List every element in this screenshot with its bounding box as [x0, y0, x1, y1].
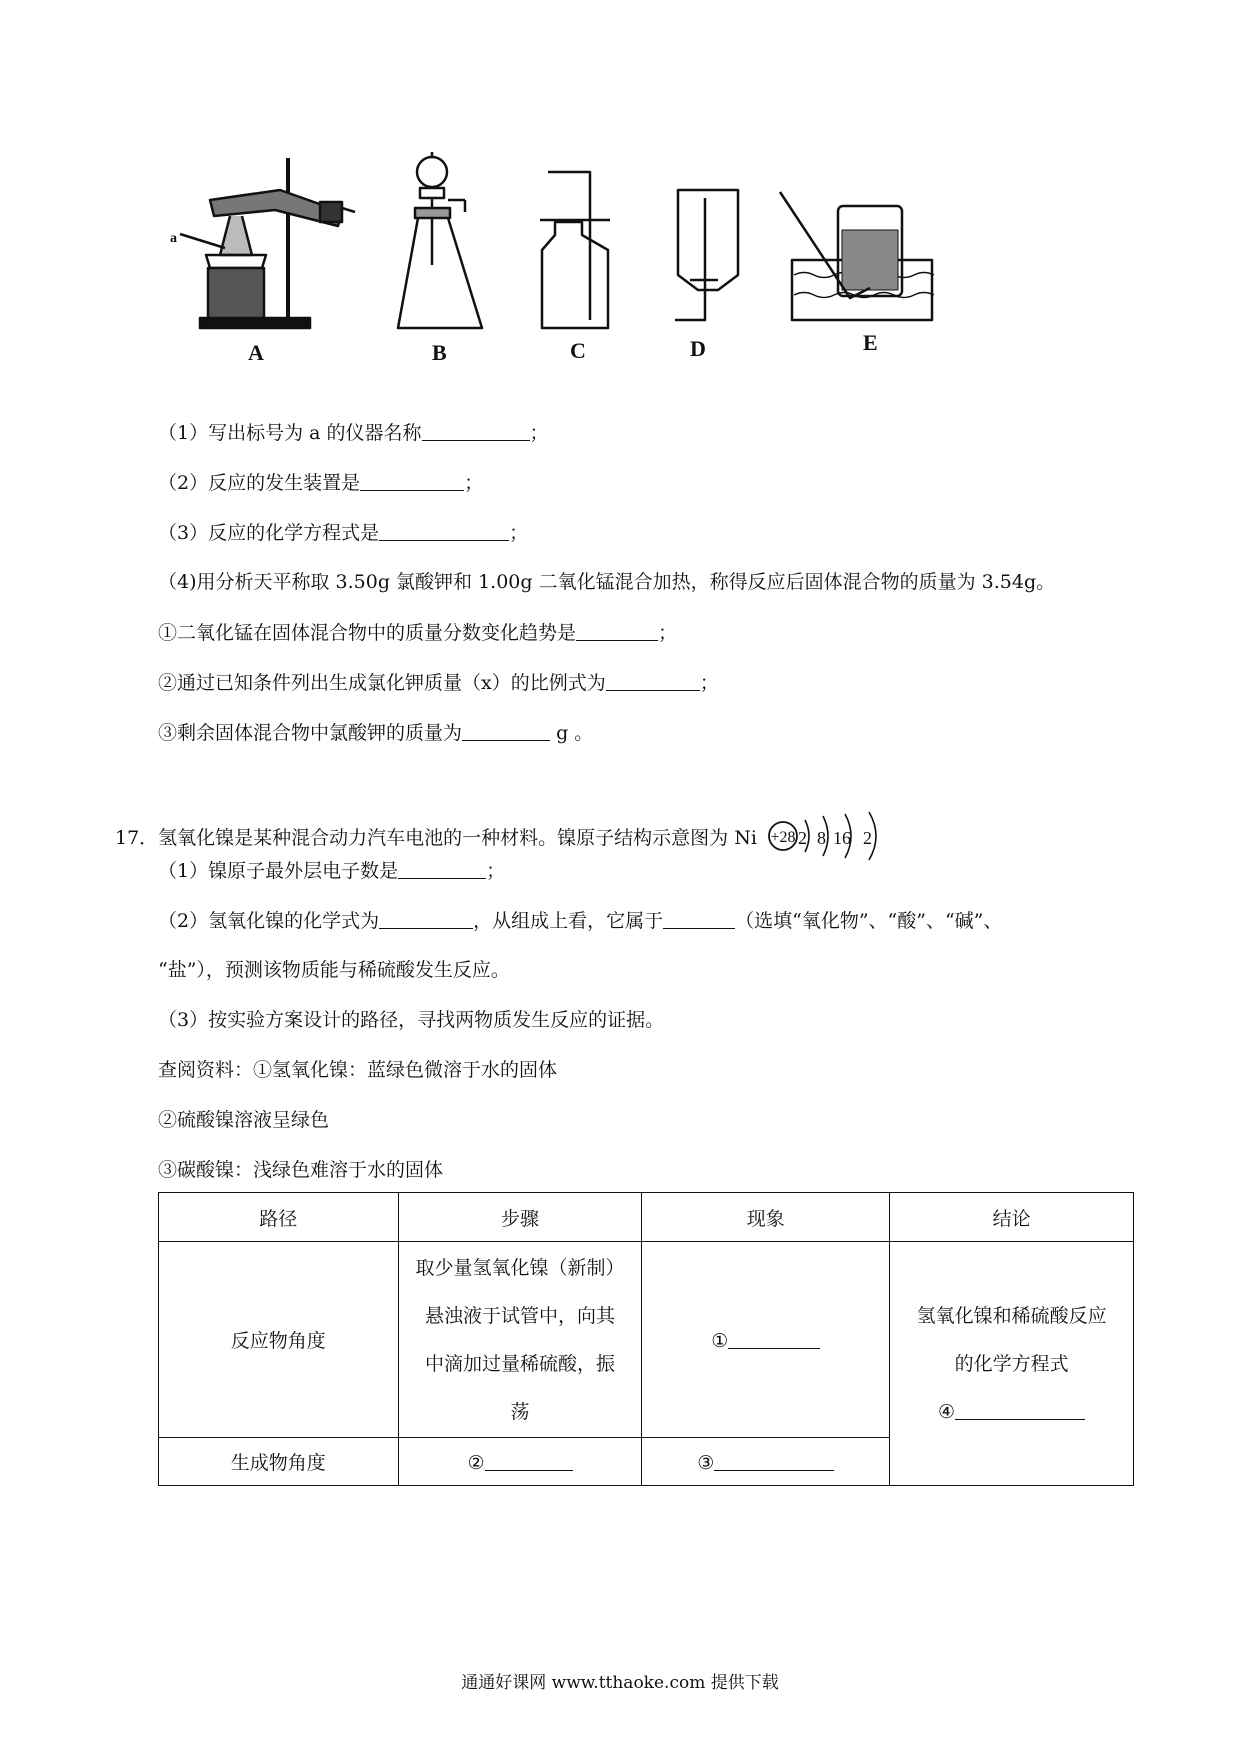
table-row — [159, 1242, 1134, 1438]
shell-4: 2 — [862, 828, 872, 848]
label-b: B — [432, 340, 447, 365]
table-header: 步骤 — [398, 1193, 642, 1242]
answer-blank[interactable] — [462, 720, 550, 741]
phenomenon-product: ③ — [642, 1438, 890, 1486]
apparatus-d-icon — [675, 190, 738, 320]
nickel-atom-diagram — [765, 808, 895, 864]
label-a: A — [248, 340, 264, 365]
answer-blank[interactable] — [485, 1450, 573, 1471]
q17-intro: 17．氢氧化镍是某种混合动力汽车电池的一种材料。镍原子结构示意图为 Ni +28 2 8 16 2 — [115, 808, 895, 864]
label-e: E — [863, 330, 878, 355]
q16-line4: （4)用分析天平称取 3.50g 氯酸钾和 1.00g 二氧化锰混合加热，称得反应后固体混合物的质量为 3.54g。 — [158, 571, 1056, 593]
answer-blank[interactable] — [360, 470, 464, 491]
shell-1: 2 — [797, 828, 807, 848]
answer-blank[interactable] — [663, 908, 735, 929]
table-header: 现象 — [642, 1193, 890, 1242]
q16-line1: （1）写出标号为 a 的仪器名称 ； — [158, 422, 549, 444]
q17-ref2: ②硫酸镍溶液呈绿色 — [158, 1109, 330, 1131]
q16-line7: ③剩余固体混合物中氯酸钾的质量为 g 。 — [158, 722, 594, 744]
apparatus-e-icon — [780, 192, 934, 320]
answer-blank[interactable] — [606, 670, 700, 691]
table-header-row — [159, 1193, 1134, 1242]
apparatus-b-icon — [398, 152, 482, 328]
q17-ref1: 查阅资料：①氢氧化镍：蓝绿色微溶于水的固体 — [158, 1059, 558, 1081]
apparatus-figure — [170, 150, 1090, 390]
answer-blank[interactable] — [955, 1399, 1085, 1420]
path-reactant: 反应物角度 — [159, 1242, 399, 1438]
q16-line2: （2）反应的发生装置是 ； — [158, 472, 484, 494]
phenomenon-reactant: ① — [642, 1242, 890, 1438]
q17-ref3: ③碳酸镍：浅绿色难溶于水的固体 — [158, 1159, 444, 1181]
answer-blank[interactable] — [398, 858, 486, 879]
q16-line6: ②通过已知条件列出生成氯化钾质量（x）的比例式为 ； — [158, 672, 719, 694]
step-product: ② — [398, 1438, 642, 1486]
answer-blank[interactable] — [728, 1328, 820, 1349]
answer-blank[interactable] — [714, 1450, 834, 1471]
shell-2: 8 — [816, 828, 826, 848]
q17-p1: （1）镍原子最外层电子数是 ； — [158, 860, 506, 882]
q17-p2: （2）氢氧化镍的化学式为 ，从组成上看，它属于 （选填“氧化物”、“酸”、“碱”、 — [158, 910, 1003, 932]
apparatus-c-icon — [540, 172, 610, 328]
shell-3: 16 — [832, 828, 851, 848]
label-a-marker: a — [170, 231, 177, 246]
q16-line5: ①二氧化锰在固体混合物中的质量分数变化趋势是 ； — [158, 622, 678, 644]
path-product: 生成物角度 — [159, 1438, 399, 1486]
answer-blank[interactable] — [576, 620, 658, 641]
answer-blank[interactable] — [379, 520, 509, 541]
conclusion-cell: 氢氧化镍和稀硫酸反应 的化学方程式 ④ — [890, 1242, 1134, 1486]
answer-blank[interactable] — [422, 420, 530, 441]
page-footer: 通通好课网 www.tthaoke.com 提供下载 — [461, 1673, 779, 1693]
label-d: D — [690, 336, 706, 361]
answer-blank[interactable] — [379, 908, 473, 929]
atom-nucleus: +28 — [770, 829, 796, 846]
q17-p2-cont: “盐”），预测该物质能与稀硫酸发生反应。 — [158, 959, 510, 981]
table-header: 路径 — [159, 1193, 399, 1242]
experiment-table — [158, 1192, 1134, 1486]
q16-line3: （3）反应的化学方程式是 ； — [158, 522, 529, 544]
table-header: 结论 — [890, 1193, 1134, 1242]
q17-p3: （3）按实验方案设计的路径，寻找两物质发生反应的证据。 — [158, 1009, 665, 1031]
apparatus-a-icon — [180, 158, 355, 328]
label-c: C — [570, 338, 586, 363]
step-reactant: 取少量氢氧化镍（新制） 悬浊液于试管中，向其 中滴加过量稀硫酸，振 荡 — [398, 1242, 642, 1438]
